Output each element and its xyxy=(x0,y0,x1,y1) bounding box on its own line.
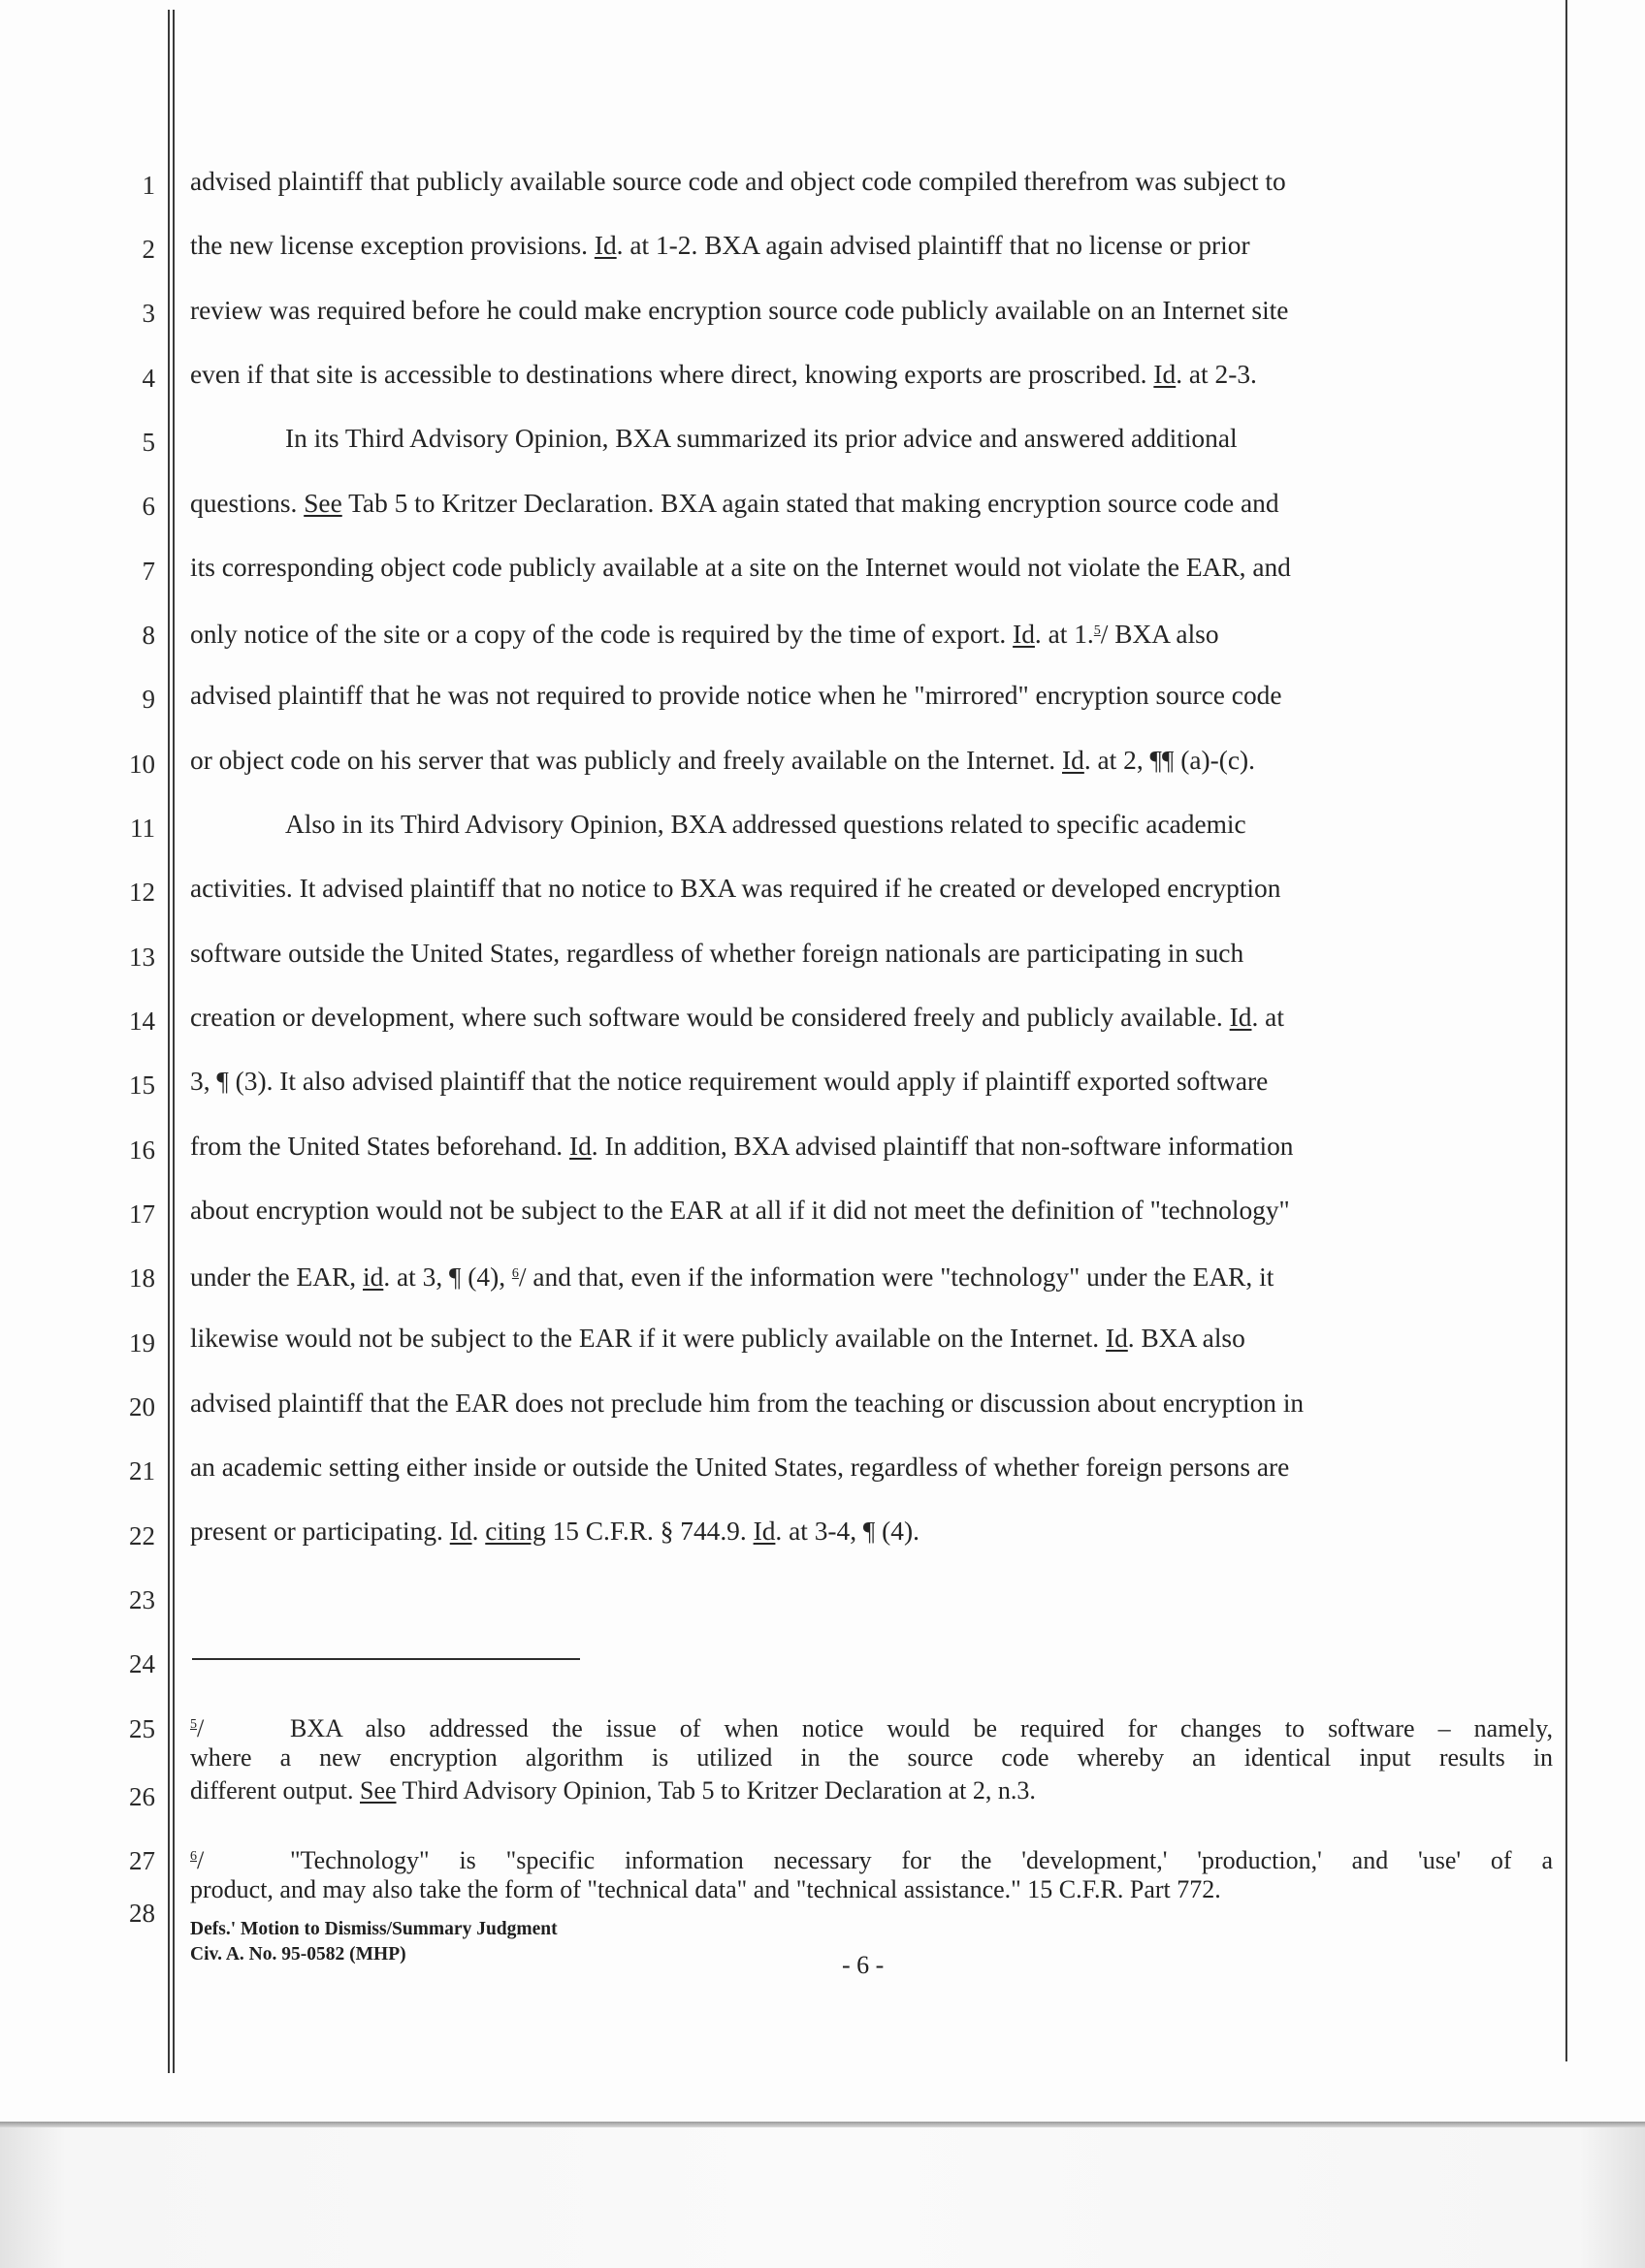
footnote-marker-slash: / xyxy=(197,1714,205,1742)
text-run: from the United States beforehand. xyxy=(190,1131,569,1161)
body-text-line xyxy=(190,615,1219,651)
citation-signal: Id xyxy=(594,231,617,261)
line-number: 22 xyxy=(129,1521,155,1550)
body-text-line xyxy=(190,551,1291,584)
citation-signal: Id xyxy=(1153,359,1177,389)
text-run: In its Third Advisory Opinion, BXA summarized its prior advice and answered additional xyxy=(285,424,1238,454)
text-run: . BXA also xyxy=(1127,1324,1245,1354)
footnote-separator xyxy=(192,1658,580,1660)
line-number: 4 xyxy=(142,364,155,393)
body-text-line xyxy=(190,165,1286,198)
citation-signal: Id xyxy=(1062,745,1084,775)
text-run: likewise would not be subject to the EAR if it were publicly available on the Internet. xyxy=(190,1324,1106,1354)
line-number: 24 xyxy=(129,1649,155,1678)
text-run: / and that, even if the information were "technology" under the EAR, it xyxy=(518,1262,1274,1293)
line-number: 3 xyxy=(142,299,155,328)
citation-signal: Id xyxy=(1013,620,1035,650)
line-number: 8 xyxy=(142,621,155,650)
body-text-line xyxy=(190,1451,1289,1484)
text-run: Third Advisory Opinion, Tab 5 to Kritzer Declaration at 2, n.3. xyxy=(396,1776,1036,1805)
body-text-line xyxy=(190,1194,1290,1227)
line-number: 19 xyxy=(129,1328,155,1358)
line-number: 16 xyxy=(129,1135,155,1165)
line-number: 13 xyxy=(129,942,155,972)
footnote-reference: 6 xyxy=(511,1266,519,1282)
text-run: creation or development, where such software would be considered freely and publicly available. xyxy=(190,1002,1230,1032)
footer-case-number: Civ. A. No. 95-0582 (MHP) xyxy=(190,1944,406,1965)
text-run: 3, ¶ (3). It also advised plaintiff that the notice requirement would apply if plaintiff exported software xyxy=(190,1067,1269,1097)
citation-signal: Id xyxy=(568,1131,592,1161)
line-number: 17 xyxy=(129,1199,155,1229)
body-text-line xyxy=(190,937,1243,970)
line-number: 10 xyxy=(129,750,155,779)
body-text-line xyxy=(190,679,1282,712)
page-number: - 6 - xyxy=(842,1951,885,1979)
text-run: . at 1. xyxy=(1034,620,1094,650)
right-margin-rule xyxy=(1565,0,1567,2061)
text-run: 15 C.F.R. § 744.9. xyxy=(545,1517,754,1547)
body-text-line xyxy=(190,229,1250,262)
footnote-marker: 6 xyxy=(190,1849,197,1864)
line-number: 28 xyxy=(129,1899,155,1928)
text-run: . at 3, ¶ (4), xyxy=(383,1262,512,1293)
footnote-6-line xyxy=(190,1875,1221,1904)
text-run: only notice of the site or a copy of the code is required by the time of export. xyxy=(190,620,1014,650)
body-text-line xyxy=(190,1001,1284,1034)
citation-signal: Id xyxy=(753,1517,776,1547)
text-run: . at 1-2. BXA again advised plaintiff that no license or prior xyxy=(616,231,1250,261)
line-number: 12 xyxy=(129,878,155,907)
citation-signal: id xyxy=(363,1262,384,1293)
footnote-marker: 5 xyxy=(190,1717,197,1732)
citation-signal: citing xyxy=(485,1517,546,1547)
body-text-line xyxy=(190,487,1279,520)
text-run: BXA also addressed the issue of when notice would be required for changes to software – namely, xyxy=(290,1714,1553,1742)
text-run: advised plaintiff that he was not required to provide notice when he "mirrored" encryption source code xyxy=(190,681,1282,711)
text-run: where a new encryption algorithm is utilized in the source code whereby an identical input results in xyxy=(190,1743,1553,1772)
scanner-bed-area xyxy=(0,2127,1645,2268)
text-run: software outside the United States, regardless of whether foreign nationals are participating in such xyxy=(190,938,1244,968)
line-number: 1 xyxy=(142,171,155,200)
text-run: about encryption would not be subject to the EAR at all if it did not meet the definition of "technology" xyxy=(190,1195,1290,1225)
line-number: 2 xyxy=(142,235,155,264)
body-text-line xyxy=(190,1065,1268,1098)
text-run: . at xyxy=(1251,1002,1284,1032)
citation-signal: See xyxy=(304,488,342,518)
body-text-line xyxy=(190,744,1255,777)
line-number: 18 xyxy=(129,1263,155,1293)
body-text-line xyxy=(190,1130,1293,1163)
body-text-line xyxy=(190,1258,1274,1294)
footnote-5-line xyxy=(190,1710,1553,1743)
line-number: 25 xyxy=(129,1714,155,1743)
text-run: or object code on his server that was publicly and freely available on the Internet. xyxy=(190,745,1062,775)
footnote-5-line xyxy=(190,1743,1553,1773)
body-text-line xyxy=(190,1387,1304,1420)
line-number: 21 xyxy=(129,1456,155,1485)
text-run: questions. xyxy=(190,488,305,518)
text-run: product, and may also take the form of "technical data" and "technical assistance." 15 C.F.R. Part 772. xyxy=(190,1875,1221,1903)
text-run: . at 2, ¶¶ (a)-(c). xyxy=(1083,745,1255,775)
text-run: an academic setting either inside or outside the United States, regardless of whether foreign persons are xyxy=(190,1453,1290,1482)
text-run: review was required before he could make encryption source code publicly available on an Internet site xyxy=(190,295,1289,325)
body-text-line xyxy=(190,872,1280,905)
line-number: 26 xyxy=(129,1782,155,1811)
body-text-line xyxy=(285,422,1238,455)
footnote-reference: 5 xyxy=(1093,623,1101,639)
text-run: different output. xyxy=(190,1776,360,1805)
text-run: . at 2-3. xyxy=(1176,359,1257,389)
line-number: 20 xyxy=(129,1392,155,1421)
left-margin-double-rule xyxy=(168,10,170,2073)
text-run: . at 3-4, ¶ (4). xyxy=(775,1517,919,1547)
citation-signal: Id xyxy=(449,1517,472,1547)
text-run: activities. It advised plaintiff that no notice to BXA was required if he created or developed encryption xyxy=(190,874,1281,904)
footnote-6-line xyxy=(190,1842,1553,1875)
text-run: advised plaintiff that the EAR does not preclude him from the teaching or discussion about encryption in xyxy=(190,1388,1305,1418)
line-number: 9 xyxy=(142,685,155,714)
text-run: present or participating. xyxy=(190,1517,450,1547)
citation-signal: Id xyxy=(1105,1324,1128,1354)
text-run: under the EAR, xyxy=(190,1262,363,1293)
text-run: advised plaintiff that publicly available source code and object code compiled therefrom was subject to xyxy=(190,167,1286,196)
line-number: 14 xyxy=(129,1006,155,1036)
line-number: 23 xyxy=(129,1585,155,1614)
body-text-line xyxy=(190,294,1288,327)
citation-signal: Id xyxy=(1229,1002,1252,1032)
line-number: 7 xyxy=(142,557,155,586)
text-run: . xyxy=(471,1517,486,1547)
text-run: . In addition, BXA advised plaintiff that non-software information xyxy=(591,1131,1294,1161)
line-number: 11 xyxy=(130,814,155,843)
text-run: / BXA also xyxy=(1100,620,1219,650)
citation-signal: See xyxy=(359,1776,397,1805)
line-number: 5 xyxy=(142,428,155,457)
footnote-marker-slash: / xyxy=(197,1846,205,1874)
body-text-line xyxy=(190,358,1257,391)
text-run: the new license exception provisions. xyxy=(190,231,595,261)
left-margin-double-rule xyxy=(173,10,175,2073)
body-text-line xyxy=(190,1322,1245,1355)
body-text-line xyxy=(285,808,1246,841)
text-run: even if that site is accessible to destinations where direct, knowing exports are proscribed. xyxy=(190,359,1154,389)
line-number: 27 xyxy=(129,1846,155,1875)
text-run: its corresponding object code publicly available at a site on the Internet would not violate the EAR, and xyxy=(190,552,1291,582)
footer-document-title: Defs.' Motion to Dismiss/Summary Judgment xyxy=(190,1919,558,1939)
body-text-line xyxy=(190,1515,919,1548)
text-run: Tab 5 to Kritzer Declaration. BXA again stated that making encryption source code and xyxy=(341,488,1279,518)
text-run: Also in its Third Advisory Opinion, BXA addressed questions related to specific academic xyxy=(285,810,1246,839)
footnote-5-line xyxy=(190,1776,1036,1805)
line-number: 15 xyxy=(129,1070,155,1100)
text-run: "Technology" is "specific information necessary for the 'development,' 'production,' and 'use' of a xyxy=(290,1846,1553,1874)
line-number: 6 xyxy=(142,492,155,521)
